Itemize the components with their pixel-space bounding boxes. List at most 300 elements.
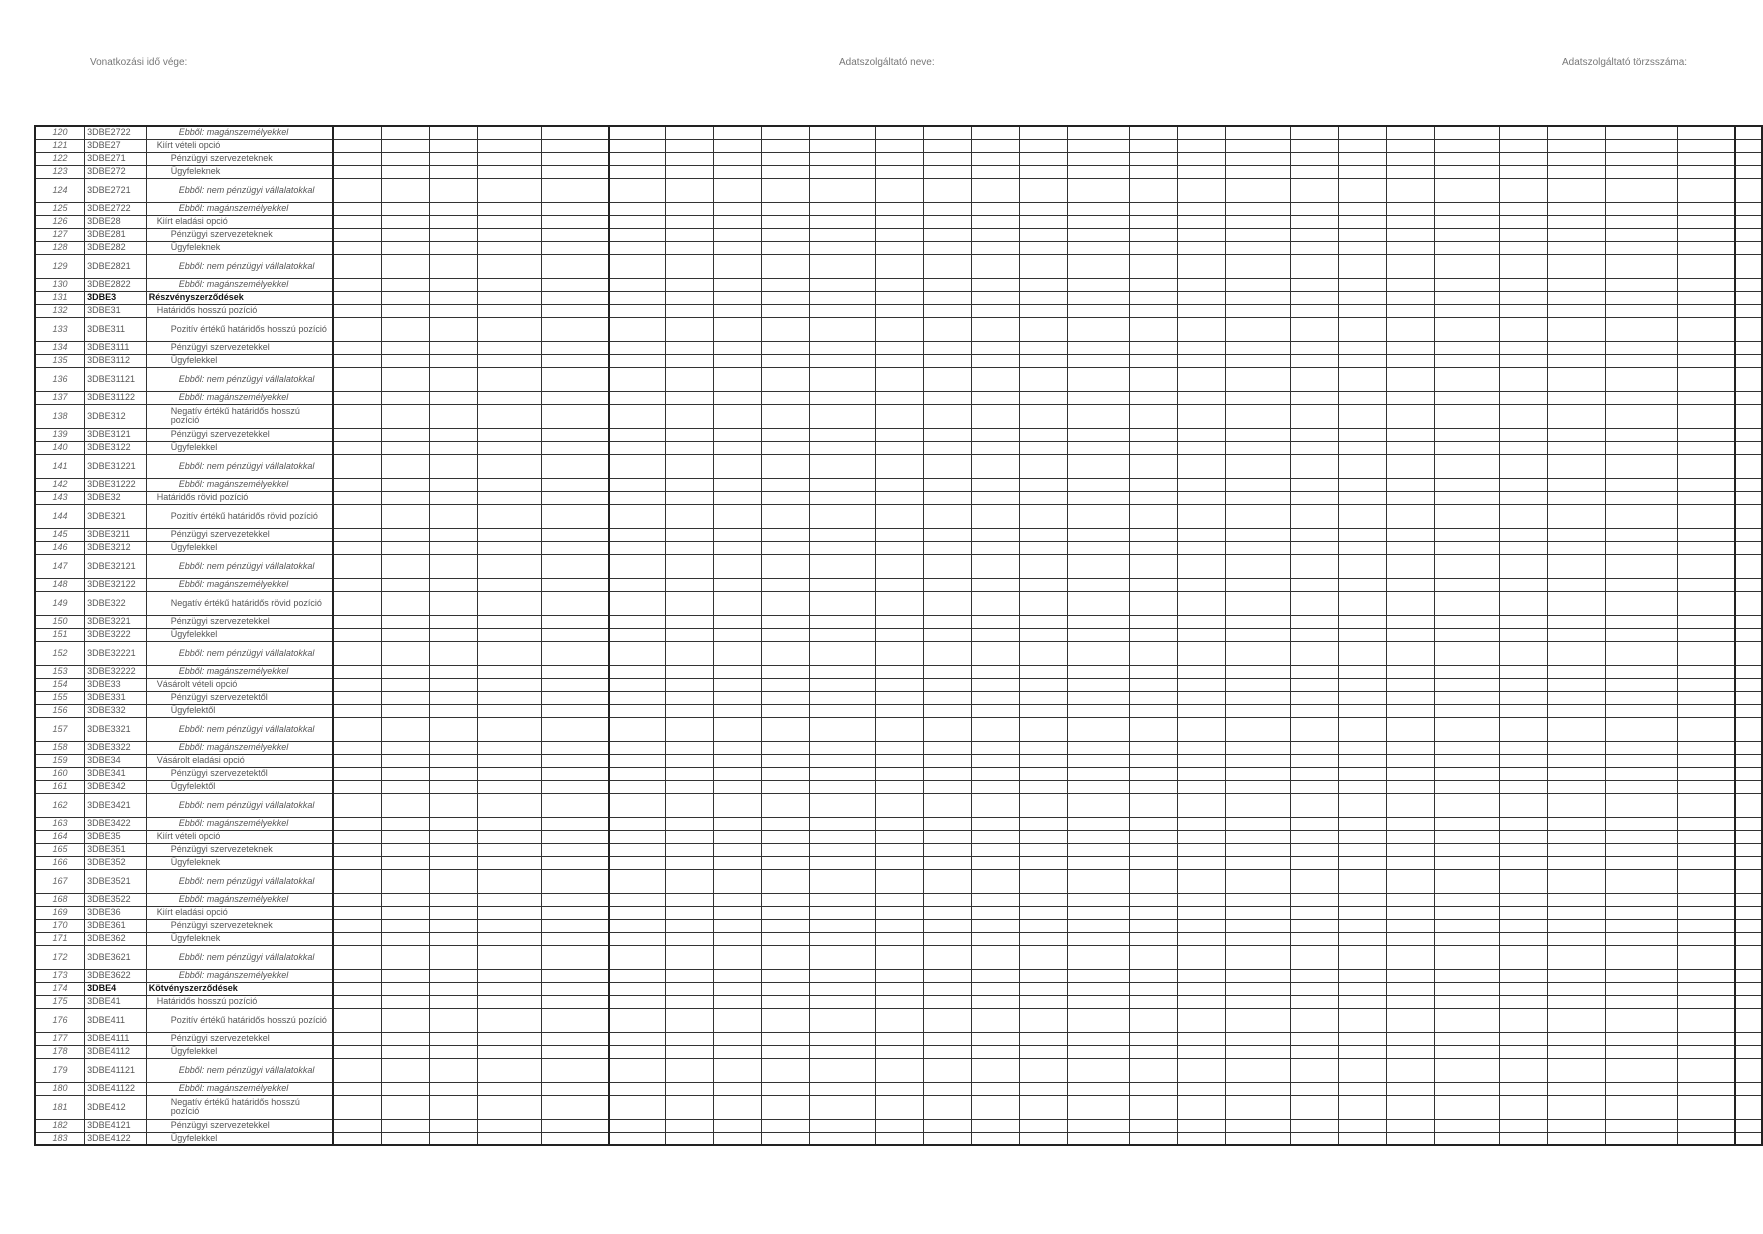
- data-cell[interactable]: [381, 830, 429, 843]
- data-cell[interactable]: [1291, 578, 1339, 591]
- data-cell[interactable]: [1435, 1008, 1500, 1032]
- data-cell[interactable]: [381, 817, 429, 830]
- data-cell[interactable]: [1019, 969, 1067, 982]
- data-cell[interactable]: [1177, 126, 1225, 139]
- data-cell[interactable]: [381, 1008, 429, 1032]
- data-cell[interactable]: [666, 591, 714, 615]
- data-cell[interactable]: [381, 893, 429, 906]
- data-cell[interactable]: [333, 641, 381, 665]
- data-cell[interactable]: [923, 454, 971, 478]
- data-cell[interactable]: [1435, 869, 1500, 893]
- data-cell[interactable]: [971, 945, 1019, 969]
- data-cell[interactable]: [810, 367, 875, 391]
- data-cell[interactable]: [1291, 354, 1339, 367]
- data-cell[interactable]: [1339, 441, 1387, 454]
- data-cell[interactable]: [1225, 843, 1290, 856]
- data-cell[interactable]: [875, 254, 923, 278]
- data-cell[interactable]: [1067, 317, 1129, 341]
- data-cell[interactable]: [1435, 615, 1500, 628]
- data-cell[interactable]: [875, 152, 923, 165]
- data-cell[interactable]: [1500, 704, 1548, 717]
- data-cell[interactable]: [923, 139, 971, 152]
- data-cell[interactable]: [1225, 341, 1290, 354]
- data-cell[interactable]: [1605, 178, 1677, 202]
- data-cell[interactable]: [762, 741, 810, 754]
- data-cell[interactable]: [1735, 678, 1762, 691]
- data-cell[interactable]: [971, 554, 1019, 578]
- data-cell[interactable]: [609, 1119, 666, 1132]
- data-cell[interactable]: [541, 1095, 609, 1119]
- data-cell[interactable]: [1605, 152, 1677, 165]
- data-cell[interactable]: [1067, 780, 1129, 793]
- data-cell[interactable]: [1225, 354, 1290, 367]
- data-cell[interactable]: [429, 317, 477, 341]
- data-cell[interactable]: [762, 1058, 810, 1082]
- data-cell[interactable]: [1225, 152, 1290, 165]
- data-cell[interactable]: [810, 391, 875, 404]
- data-cell[interactable]: [971, 843, 1019, 856]
- data-cell[interactable]: [1435, 126, 1500, 139]
- data-cell[interactable]: [1291, 428, 1339, 441]
- data-cell[interactable]: [971, 767, 1019, 780]
- data-cell[interactable]: [923, 354, 971, 367]
- data-cell[interactable]: [1129, 528, 1177, 541]
- data-cell[interactable]: [1019, 139, 1067, 152]
- data-cell[interactable]: [1735, 982, 1762, 995]
- data-cell[interactable]: [971, 1119, 1019, 1132]
- data-cell[interactable]: [1605, 591, 1677, 615]
- data-cell[interactable]: [609, 906, 666, 919]
- data-cell[interactable]: [971, 367, 1019, 391]
- data-cell[interactable]: [1225, 554, 1290, 578]
- data-cell[interactable]: [762, 919, 810, 932]
- data-cell[interactable]: [1677, 278, 1735, 291]
- data-cell[interactable]: [1605, 869, 1677, 893]
- data-cell[interactable]: [1291, 1132, 1339, 1145]
- data-cell[interactable]: [762, 817, 810, 830]
- data-cell[interactable]: [1067, 241, 1129, 254]
- data-cell[interactable]: [762, 641, 810, 665]
- data-cell[interactable]: [1291, 254, 1339, 278]
- data-cell[interactable]: [429, 554, 477, 578]
- data-cell[interactable]: [381, 504, 429, 528]
- data-cell[interactable]: [1548, 278, 1606, 291]
- data-cell[interactable]: [1435, 491, 1500, 504]
- data-cell[interactable]: [1435, 278, 1500, 291]
- data-cell[interactable]: [1019, 241, 1067, 254]
- data-cell[interactable]: [1435, 678, 1500, 691]
- data-cell[interactable]: [1177, 228, 1225, 241]
- data-cell[interactable]: [1500, 843, 1548, 856]
- data-cell[interactable]: [429, 228, 477, 241]
- data-cell[interactable]: [762, 139, 810, 152]
- data-cell[interactable]: [1067, 628, 1129, 641]
- data-cell[interactable]: [1339, 504, 1387, 528]
- data-cell[interactable]: [333, 215, 381, 228]
- data-cell[interactable]: [875, 830, 923, 843]
- data-cell[interactable]: [666, 354, 714, 367]
- data-cell[interactable]: [1177, 1045, 1225, 1058]
- data-cell[interactable]: [609, 1058, 666, 1082]
- data-cell[interactable]: [971, 615, 1019, 628]
- data-cell[interactable]: [477, 454, 541, 478]
- data-cell[interactable]: [1548, 628, 1606, 641]
- data-cell[interactable]: [714, 741, 762, 754]
- data-cell[interactable]: [1225, 491, 1290, 504]
- data-cell[interactable]: [714, 817, 762, 830]
- data-cell[interactable]: [714, 139, 762, 152]
- data-cell[interactable]: [1435, 428, 1500, 441]
- data-cell[interactable]: [1339, 767, 1387, 780]
- data-cell[interactable]: [1129, 254, 1177, 278]
- data-cell[interactable]: [666, 1119, 714, 1132]
- data-cell[interactable]: [1339, 817, 1387, 830]
- data-cell[interactable]: [609, 1082, 666, 1095]
- data-cell[interactable]: [1435, 1032, 1500, 1045]
- data-cell[interactable]: [609, 367, 666, 391]
- data-cell[interactable]: [477, 165, 541, 178]
- data-cell[interactable]: [333, 254, 381, 278]
- data-cell[interactable]: [1339, 391, 1387, 404]
- data-cell[interactable]: [971, 165, 1019, 178]
- data-cell[interactable]: [1605, 906, 1677, 919]
- data-cell[interactable]: [923, 341, 971, 354]
- data-cell[interactable]: [810, 767, 875, 780]
- data-cell[interactable]: [609, 665, 666, 678]
- data-cell[interactable]: [1225, 165, 1290, 178]
- data-cell[interactable]: [971, 428, 1019, 441]
- data-cell[interactable]: [1291, 241, 1339, 254]
- data-cell[interactable]: [1339, 717, 1387, 741]
- data-cell[interactable]: [1605, 491, 1677, 504]
- data-cell[interactable]: [1339, 830, 1387, 843]
- data-cell[interactable]: [1500, 491, 1548, 504]
- data-cell[interactable]: [1019, 641, 1067, 665]
- data-cell[interactable]: [1177, 678, 1225, 691]
- data-cell[interactable]: [1019, 126, 1067, 139]
- data-cell[interactable]: [1067, 995, 1129, 1008]
- data-cell[interactable]: [477, 767, 541, 780]
- data-cell[interactable]: [1339, 1058, 1387, 1082]
- data-cell[interactable]: [1225, 754, 1290, 767]
- data-cell[interactable]: [609, 304, 666, 317]
- data-cell[interactable]: [1548, 1095, 1606, 1119]
- data-cell[interactable]: [1605, 793, 1677, 817]
- data-cell[interactable]: [609, 554, 666, 578]
- data-cell[interactable]: [1291, 367, 1339, 391]
- data-cell[interactable]: [477, 1008, 541, 1032]
- data-cell[interactable]: [666, 404, 714, 428]
- data-cell[interactable]: [762, 165, 810, 178]
- data-cell[interactable]: [609, 628, 666, 641]
- data-cell[interactable]: [1339, 615, 1387, 628]
- data-cell[interactable]: [1019, 215, 1067, 228]
- data-cell[interactable]: [381, 291, 429, 304]
- data-cell[interactable]: [666, 704, 714, 717]
- data-cell[interactable]: [971, 856, 1019, 869]
- data-cell[interactable]: [1129, 228, 1177, 241]
- data-cell[interactable]: [1129, 1095, 1177, 1119]
- data-cell[interactable]: [333, 856, 381, 869]
- data-cell[interactable]: [333, 1095, 381, 1119]
- data-cell[interactable]: [971, 202, 1019, 215]
- data-cell[interactable]: [1129, 717, 1177, 741]
- data-cell[interactable]: [541, 578, 609, 591]
- data-cell[interactable]: [1129, 767, 1177, 780]
- data-cell[interactable]: [1225, 578, 1290, 591]
- data-cell[interactable]: [714, 856, 762, 869]
- data-cell[interactable]: [923, 793, 971, 817]
- data-cell[interactable]: [1177, 641, 1225, 665]
- data-cell[interactable]: [541, 843, 609, 856]
- data-cell[interactable]: [810, 254, 875, 278]
- data-cell[interactable]: [333, 541, 381, 554]
- data-cell[interactable]: [1339, 139, 1387, 152]
- data-cell[interactable]: [1387, 241, 1435, 254]
- data-cell[interactable]: [1677, 906, 1735, 919]
- data-cell[interactable]: [1225, 1008, 1290, 1032]
- data-cell[interactable]: [1225, 691, 1290, 704]
- data-cell[interactable]: [1339, 1045, 1387, 1058]
- data-cell[interactable]: [1019, 717, 1067, 741]
- data-cell[interactable]: [609, 178, 666, 202]
- data-cell[interactable]: [923, 367, 971, 391]
- data-cell[interactable]: [541, 304, 609, 317]
- data-cell[interactable]: [1548, 126, 1606, 139]
- data-cell[interactable]: [1291, 678, 1339, 691]
- data-cell[interactable]: [666, 1045, 714, 1058]
- data-cell[interactable]: [1067, 919, 1129, 932]
- data-cell[interactable]: [1177, 478, 1225, 491]
- data-cell[interactable]: [1677, 741, 1735, 754]
- data-cell[interactable]: [1067, 404, 1129, 428]
- data-cell[interactable]: [714, 291, 762, 304]
- data-cell[interactable]: [666, 615, 714, 628]
- data-cell[interactable]: [1177, 1119, 1225, 1132]
- data-cell[interactable]: [923, 704, 971, 717]
- data-cell[interactable]: [1129, 691, 1177, 704]
- data-cell[interactable]: [1500, 1095, 1548, 1119]
- data-cell[interactable]: [1177, 317, 1225, 341]
- data-cell[interactable]: [971, 754, 1019, 767]
- data-cell[interactable]: [541, 1058, 609, 1082]
- data-cell[interactable]: [714, 1032, 762, 1045]
- data-cell[interactable]: [333, 428, 381, 441]
- data-cell[interactable]: [810, 215, 875, 228]
- data-cell[interactable]: [1735, 228, 1762, 241]
- data-cell[interactable]: [1339, 354, 1387, 367]
- data-cell[interactable]: [1548, 1119, 1606, 1132]
- data-cell[interactable]: [971, 665, 1019, 678]
- data-cell[interactable]: [333, 367, 381, 391]
- data-cell[interactable]: [1500, 741, 1548, 754]
- data-cell[interactable]: [1435, 317, 1500, 341]
- data-cell[interactable]: [971, 817, 1019, 830]
- data-cell[interactable]: [1500, 945, 1548, 969]
- data-cell[interactable]: [714, 504, 762, 528]
- data-cell[interactable]: [971, 354, 1019, 367]
- data-cell[interactable]: [1548, 441, 1606, 454]
- data-cell[interactable]: [666, 969, 714, 982]
- data-cell[interactable]: [333, 578, 381, 591]
- data-cell[interactable]: [666, 1058, 714, 1082]
- data-cell[interactable]: [1548, 317, 1606, 341]
- data-cell[interactable]: [810, 843, 875, 856]
- data-cell[interactable]: [1677, 919, 1735, 932]
- data-cell[interactable]: [429, 704, 477, 717]
- data-cell[interactable]: [1735, 317, 1762, 341]
- data-cell[interactable]: [541, 441, 609, 454]
- data-cell[interactable]: [333, 995, 381, 1008]
- data-cell[interactable]: [923, 428, 971, 441]
- data-cell[interactable]: [429, 341, 477, 354]
- data-cell[interactable]: [1387, 704, 1435, 717]
- data-cell[interactable]: [714, 906, 762, 919]
- data-cell[interactable]: [971, 1008, 1019, 1032]
- data-cell[interactable]: [1019, 291, 1067, 304]
- data-cell[interactable]: [1067, 717, 1129, 741]
- data-cell[interactable]: [333, 615, 381, 628]
- data-cell[interactable]: [1225, 893, 1290, 906]
- data-cell[interactable]: [1605, 1119, 1677, 1132]
- data-cell[interactable]: [381, 717, 429, 741]
- data-cell[interactable]: [477, 404, 541, 428]
- data-cell[interactable]: [1677, 241, 1735, 254]
- data-cell[interactable]: [1225, 291, 1290, 304]
- data-cell[interactable]: [1067, 391, 1129, 404]
- data-cell[interactable]: [1291, 228, 1339, 241]
- data-cell[interactable]: [1291, 869, 1339, 893]
- data-cell[interactable]: [1605, 615, 1677, 628]
- data-cell[interactable]: [1225, 441, 1290, 454]
- data-cell[interactable]: [1225, 528, 1290, 541]
- data-cell[interactable]: [1605, 830, 1677, 843]
- data-cell[interactable]: [971, 404, 1019, 428]
- data-cell[interactable]: [333, 391, 381, 404]
- data-cell[interactable]: [1291, 554, 1339, 578]
- data-cell[interactable]: [875, 856, 923, 869]
- data-cell[interactable]: [714, 1095, 762, 1119]
- data-cell[interactable]: [429, 1095, 477, 1119]
- data-cell[interactable]: [875, 215, 923, 228]
- data-cell[interactable]: [666, 528, 714, 541]
- data-cell[interactable]: [666, 367, 714, 391]
- data-cell[interactable]: [971, 541, 1019, 554]
- data-cell[interactable]: [1129, 504, 1177, 528]
- data-cell[interactable]: [923, 317, 971, 341]
- data-cell[interactable]: [1548, 906, 1606, 919]
- data-cell[interactable]: [1605, 541, 1677, 554]
- data-cell[interactable]: [1225, 139, 1290, 152]
- data-cell[interactable]: [1067, 578, 1129, 591]
- data-cell[interactable]: [1225, 1045, 1290, 1058]
- data-cell[interactable]: [1291, 404, 1339, 428]
- data-cell[interactable]: [923, 945, 971, 969]
- data-cell[interactable]: [1019, 691, 1067, 704]
- data-cell[interactable]: [1291, 843, 1339, 856]
- data-cell[interactable]: [609, 404, 666, 428]
- data-cell[interactable]: [333, 1058, 381, 1082]
- data-cell[interactable]: [1291, 1032, 1339, 1045]
- data-cell[interactable]: [1339, 1008, 1387, 1032]
- data-cell[interactable]: [381, 856, 429, 869]
- data-cell[interactable]: [609, 1132, 666, 1145]
- data-cell[interactable]: [1177, 354, 1225, 367]
- data-cell[interactable]: [1129, 945, 1177, 969]
- data-cell[interactable]: [333, 817, 381, 830]
- data-cell[interactable]: [1387, 982, 1435, 995]
- data-cell[interactable]: [429, 441, 477, 454]
- data-cell[interactable]: [333, 591, 381, 615]
- data-cell[interactable]: [1225, 1082, 1290, 1095]
- data-cell[interactable]: [1067, 341, 1129, 354]
- data-cell[interactable]: [1291, 641, 1339, 665]
- data-cell[interactable]: [609, 215, 666, 228]
- data-cell[interactable]: [1735, 367, 1762, 391]
- data-cell[interactable]: [1387, 391, 1435, 404]
- data-cell[interactable]: [1735, 391, 1762, 404]
- data-cell[interactable]: [477, 391, 541, 404]
- data-cell[interactable]: [1339, 554, 1387, 578]
- data-cell[interactable]: [609, 843, 666, 856]
- data-cell[interactable]: [429, 741, 477, 754]
- data-cell[interactable]: [971, 178, 1019, 202]
- data-cell[interactable]: [381, 428, 429, 441]
- data-cell[interactable]: [541, 982, 609, 995]
- data-cell[interactable]: [1500, 1119, 1548, 1132]
- data-cell[interactable]: [1435, 793, 1500, 817]
- data-cell[interactable]: [1291, 139, 1339, 152]
- data-cell[interactable]: [541, 178, 609, 202]
- data-cell[interactable]: [666, 1008, 714, 1032]
- data-cell[interactable]: [875, 428, 923, 441]
- data-cell[interactable]: [1177, 178, 1225, 202]
- data-cell[interactable]: [762, 278, 810, 291]
- data-cell[interactable]: [1339, 856, 1387, 869]
- data-cell[interactable]: [762, 1045, 810, 1058]
- data-cell[interactable]: [1605, 454, 1677, 478]
- data-cell[interactable]: [1548, 541, 1606, 554]
- data-cell[interactable]: [1225, 906, 1290, 919]
- data-cell[interactable]: [1019, 1058, 1067, 1082]
- data-cell[interactable]: [875, 528, 923, 541]
- data-cell[interactable]: [429, 278, 477, 291]
- data-cell[interactable]: [429, 1119, 477, 1132]
- data-cell[interactable]: [1177, 541, 1225, 554]
- data-cell[interactable]: [971, 1045, 1019, 1058]
- data-cell[interactable]: [477, 717, 541, 741]
- data-cell[interactable]: [1548, 856, 1606, 869]
- data-cell[interactable]: [1735, 1058, 1762, 1082]
- data-cell[interactable]: [477, 554, 541, 578]
- data-cell[interactable]: [1677, 1032, 1735, 1045]
- data-cell[interactable]: [1387, 591, 1435, 615]
- data-cell[interactable]: [810, 1119, 875, 1132]
- data-cell[interactable]: [1067, 591, 1129, 615]
- data-cell[interactable]: [1129, 1132, 1177, 1145]
- data-cell[interactable]: [1548, 817, 1606, 830]
- data-cell[interactable]: [1177, 780, 1225, 793]
- data-cell[interactable]: [381, 139, 429, 152]
- data-cell[interactable]: [1387, 178, 1435, 202]
- data-cell[interactable]: [714, 404, 762, 428]
- data-cell[interactable]: [666, 843, 714, 856]
- data-cell[interactable]: [1225, 1095, 1290, 1119]
- data-cell[interactable]: [1387, 641, 1435, 665]
- data-cell[interactable]: [1500, 1045, 1548, 1058]
- data-cell[interactable]: [1339, 254, 1387, 278]
- data-cell[interactable]: [1500, 554, 1548, 578]
